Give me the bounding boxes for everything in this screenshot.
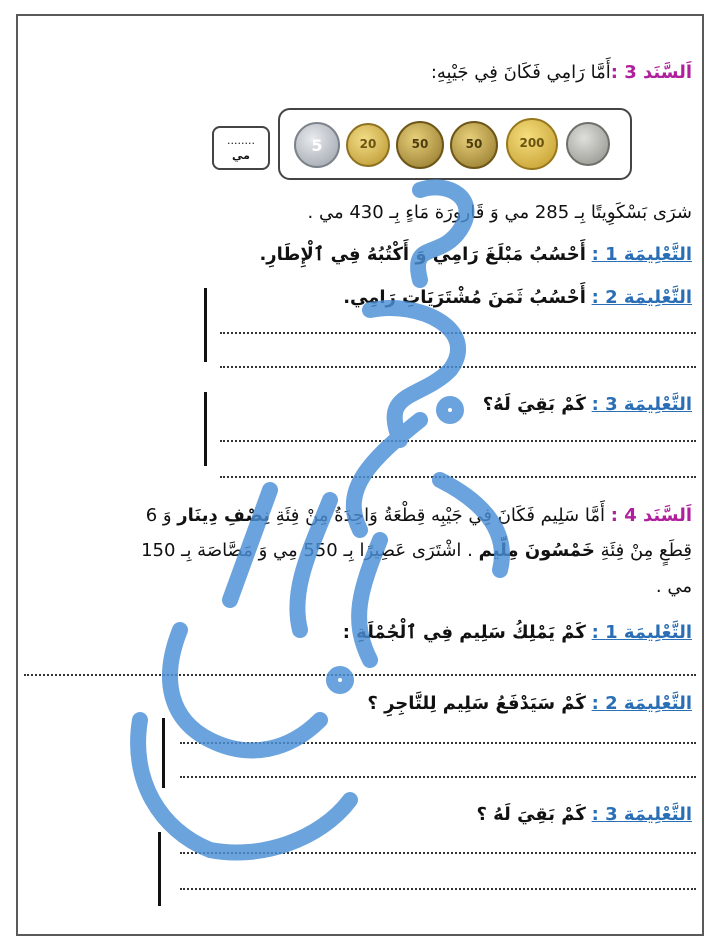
talima-question: كَمْ بَقِيَ لَهُ ؟ xyxy=(476,804,586,825)
sanad3-purchase: شرَى بَسْكَوِيتًا بِـ 285 مي وَ قَارورَة مَاءٍ بِـ 430 مي . xyxy=(307,202,692,223)
answer-line[interactable] xyxy=(220,366,696,368)
sanad4-talima-3 xyxy=(476,804,692,825)
sanad4-talima-2 xyxy=(367,693,692,714)
coin-50b-value: 50 xyxy=(465,137,483,151)
coin-20 xyxy=(346,123,390,167)
talima-label: التَّعْلِيمَة 3 : xyxy=(591,394,692,415)
coins-panel xyxy=(278,108,632,180)
talima-label: التَّعْلِيمَة 2 : xyxy=(591,287,692,308)
talima-question: أَحْسُبُ مَبْلَغَ رَامِي وَ أَكْتُبُهُ فِي ٱلْإِطَارِ. xyxy=(259,244,586,265)
sanad4-label: اَلسَّنَد 4 : xyxy=(610,505,692,526)
coin-5-value: 5 xyxy=(311,136,323,155)
coin-200 xyxy=(506,118,558,170)
talima-question: أَحْسُبُ ثَمَنَ مُشْتَرَيَاتِ رَامِي. xyxy=(343,287,586,308)
sanad3-label: اَلسَّنَد 3 : xyxy=(610,62,692,83)
coin-200-value: 200 xyxy=(519,136,545,150)
sanad3-talima-2 xyxy=(343,287,692,308)
answer-line[interactable] xyxy=(180,852,696,854)
answer-line[interactable] xyxy=(180,888,696,890)
coin-dinar xyxy=(566,122,610,166)
sanad3-heading xyxy=(431,62,692,83)
talima-question: كَمْ سَيَدْفَعُ سَلِيم لِلتَّاجِرِ ؟ xyxy=(367,693,586,714)
sanad4-text: وَ 6 xyxy=(145,505,172,526)
coin-5 xyxy=(294,122,340,168)
margin-bar xyxy=(162,718,165,788)
sanad4-line-1 xyxy=(146,505,692,526)
coin-50a-value: 50 xyxy=(411,137,429,151)
coin-20-value: 20 xyxy=(359,137,377,151)
sanad4-text: . اشْتَرَى عَصِيرًا بِـ 550 مِي وَ مَصَّاصَة بِـ 150 xyxy=(141,540,473,561)
sanad3-talima-1 xyxy=(259,244,692,265)
margin-bar xyxy=(158,832,161,906)
talima-question: كَمْ يَمْلِكُ سَلِيم فِي ٱلْجُمْلَةِ : xyxy=(342,622,586,643)
sanad3-talima-3 xyxy=(483,394,692,415)
margin-bar xyxy=(204,392,207,466)
answer-line[interactable] xyxy=(220,476,696,478)
answer-line[interactable] xyxy=(220,332,696,334)
coin-50-b xyxy=(450,121,498,169)
sanad4-bold: خَمْسُونَ مِلّيم xyxy=(478,540,595,561)
answer-line[interactable] xyxy=(24,674,696,676)
margin-bar xyxy=(204,288,207,362)
answer-unit: مي xyxy=(232,149,250,162)
answer-line[interactable] xyxy=(180,776,696,778)
talima-label: التَّعْلِيمَة 3 : xyxy=(591,804,692,825)
sanad4-bold: نِصْفِ دِينَار xyxy=(177,505,270,526)
answer-line[interactable] xyxy=(180,742,696,744)
coin-50-a xyxy=(396,121,444,169)
sanad4-line-3: مي . xyxy=(655,576,692,597)
sanad3-intro: أَمَّا رَامِي فَكَانَ فِي جَيْبِهِ: xyxy=(430,62,611,83)
amount-answer-box[interactable] xyxy=(212,126,270,170)
talima-question: كَمْ بَقِيَ لَهُ؟ xyxy=(482,394,586,415)
sanad4-line-2 xyxy=(141,540,692,561)
sanad4-text: قِطَعٍ مِنْ فِئَةِ xyxy=(600,540,692,561)
answer-line[interactable] xyxy=(220,440,696,442)
talima-label: التَّعْلِيمَة 2 : xyxy=(591,693,692,714)
talima-label: التَّعْلِيمَة 1 : xyxy=(591,622,692,643)
talima-label: التَّعْلِيمَة 1 : xyxy=(591,244,692,265)
answer-dots: ........ xyxy=(227,134,255,147)
sanad4-talima-1 xyxy=(343,622,692,643)
sanad4-text: أَمَّا سَلِيم فَكَانَ فِي جَيْبِه قِطْعَةُ وَاحِدَةُ مِنْ فِئَةِ xyxy=(275,505,605,526)
